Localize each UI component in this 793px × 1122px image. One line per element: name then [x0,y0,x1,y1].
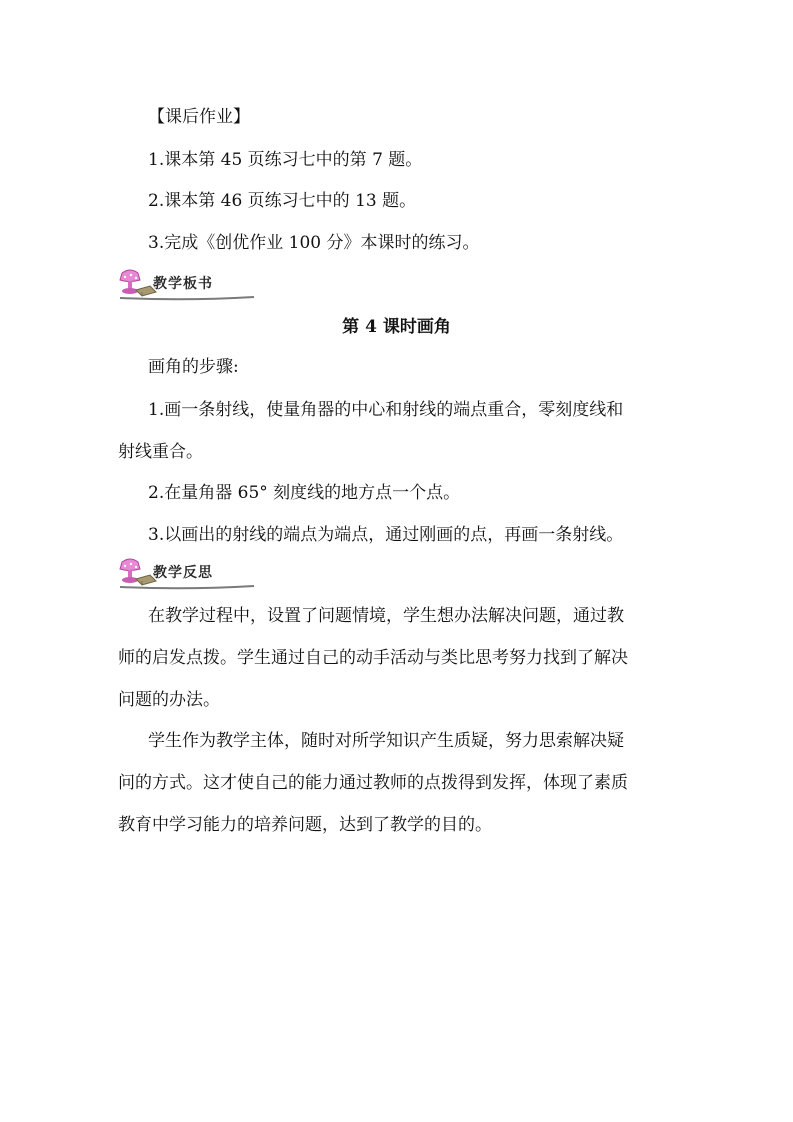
lesson-title: 第 4 课时画角 [342,317,451,337]
section-header-board [116,268,256,302]
step-3: 3.以画出的射线的端点为端点，通过刚画的点，再画一条射线。 [148,525,624,545]
step-1-line-2: 射线重合。 [118,442,203,462]
step-2: 2.在量角器 65° 刻度线的地方点一个点。 [148,483,461,503]
reflection-p1-line-3: 问题的办法。 [118,690,220,710]
section-label-reflection: 教学反思 [153,565,213,581]
homework-item-3: 3.完成《创优作业 100 分》本课时的练习。 [148,233,480,253]
homework-heading: 【课后作业】 [148,107,250,127]
reflection-p2-line-2: 问的方式。这才使自己的能力通过教师的点拨得到发挥，体现了素质 [118,773,628,793]
homework-item-2: 2.课本第 46 页练习七中的 13 题。 [148,191,417,211]
steps-heading: 画角的步骤: [148,357,239,377]
reflection-p2-line-1: 学生作为教学主体，随时对所学知识产生质疑，努力思索解决疑 [148,731,624,751]
reflection-p1-line-2: 师的启发点拨。学生通过自己的动手活动与类比思考努力找到了解决 [118,648,628,668]
section-label-board: 教学板书 [153,276,213,292]
step-1-line-1: 1.画一条射线，使量角器的中心和射线的端点重合，零刻度线和 [148,400,624,420]
homework-item-1: 1.课本第 45 页练习七中的第 7 题。 [148,150,423,170]
reflection-p2-line-3: 教育中学习能力的培养问题，达到了教学的目的。 [118,815,492,835]
section-header-reflection [116,557,256,591]
reflection-p1-line-1: 在教学过程中，设置了问题情境，学生想办法解决问题，通过教 [148,606,624,626]
